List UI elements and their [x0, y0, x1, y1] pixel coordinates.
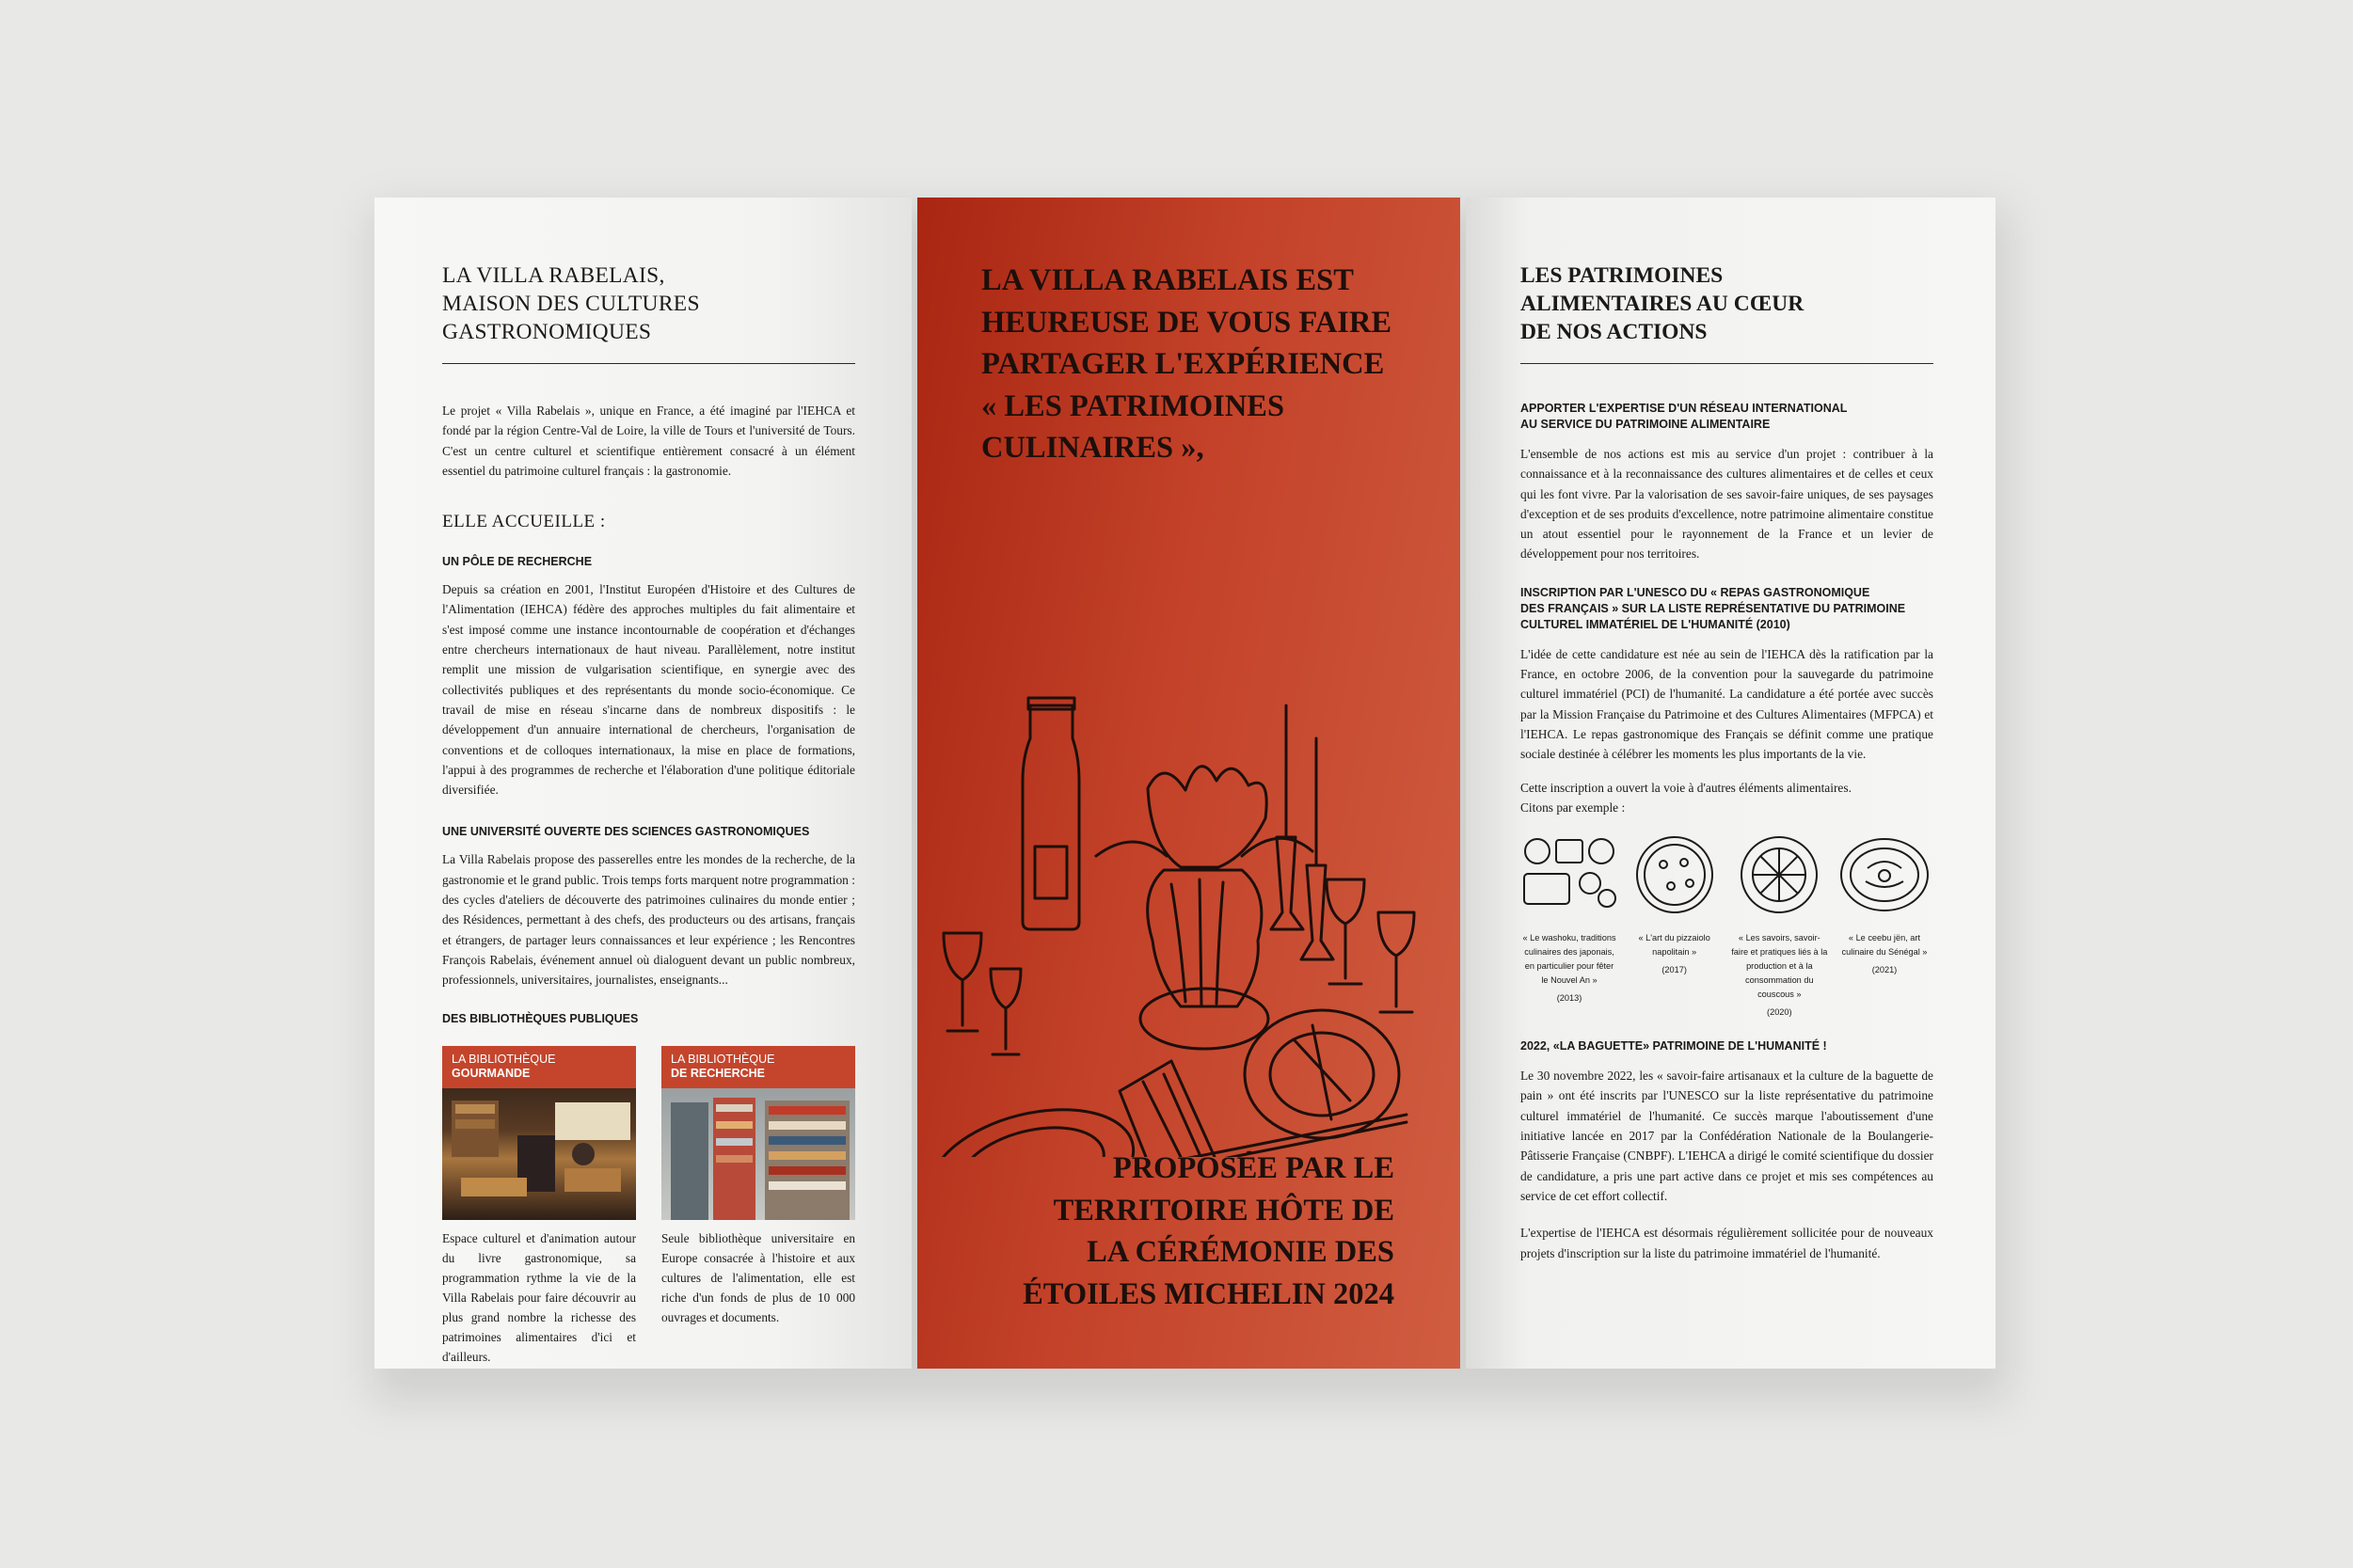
left-lead: ELLE ACCUEILLE : [442, 512, 606, 532]
dish-pizza [1626, 834, 1724, 1020]
library-recherche-scene [661, 1046, 855, 1220]
library-gourmande-scene [442, 1046, 636, 1220]
expertise-heading: APPORTER L'EXPERTISE D'UN RÉSEAU INTERNATIONAL AU SERVICE DU PATRIMOINE ALIMENTAIRE [1520, 402, 1848, 431]
table-setting-illustration [917, 499, 1460, 1157]
libraries-row [442, 1046, 855, 1367]
washoku-icon [1520, 834, 1618, 915]
dish-pizza-caption: « L'art du pizzaiolo napolitain » [1638, 933, 1710, 958]
library-recherche-label-2: DE RECHERCHE [671, 1066, 766, 1080]
left-title: LA VILLA RABELAIS, MAISON DES CULTURES GASTRONOMIQUES [442, 263, 700, 344]
library-gourmande-label-2: GOURMANDE [452, 1066, 531, 1080]
dish-washoku-caption: « Le washoku, traditions culinaires des japonais, en particulier pour fêter le Nouvel An » [1522, 933, 1616, 986]
research-body: Depuis sa création en 2001, l'Institut Européen d'Histoire et des Cultures de l'Alimentation (IEHCA) fédère des approches multiples du fait alimentaire et s'est imposé comme une instance incontournable de coopération et d'échanges entre chercheurs internationaux de haut niveau. Parallèlement, notre institut remplit une mission de vulgarisation scientifique, en synergie avec des collectivités publiques et des représentants du monde socio-économique. Ce travail de mise en réseau s'incarne dans de nombreux dispositifs : le développement d'un annuaire international de chercheurs, l'organisation de conventions et de colloques internationaux, la mise en place de formations, l'appui à des programmes de recherche et l'élaboration d'une politique éditoriale diversifiée. [442, 582, 855, 798]
wine-glasses-icon [944, 879, 1414, 1054]
library-recherche-photo [661, 1046, 855, 1220]
cover-subtitle: PROPOSÉE PAR LE TERRITOIRE HÔTE DE LA CÉRÉMONIE DES ÉTOILES MICHELIN 2024 [1023, 1151, 1394, 1311]
dish-washoku [1520, 834, 1618, 1020]
baguette-body: Le 30 novembre 2022, les « savoir-faire artisanaux et la culture de la baguette de pain » ont été inscrits par l'UNESCO sur la liste représentative du patrimoine culturel immatériel de l'humanité. Ce succès marque l'aboutissement d'une initiative lancée en 2017 par la Confédération Nationale de la Boulangerie-Pâtisserie Française (CNBPF). L'IEHCA a dirigé le comité scientifique du dossier de candidature, a pris une part active dans ce projet et mis ses compétences au service de cet effort collectif. [1520, 1069, 1933, 1203]
library-recherche-desc: Seule bibliothèque universitaire en Europe consacrée à l'histoire et aux cultures de l'alimentation, elle est riche d'un fonds de plus de 10 000 ouvrages et documents. [661, 1230, 855, 1324]
dishes-row [1520, 834, 1933, 1020]
couscous-icon [1730, 834, 1828, 915]
unesco-body: L'idée de cette candidature est née au sein de l'IEHCA dès la ratification par la France, en octobre 2006, de la convention pour la sauvegarde du patrimoine culturel immatériel (PCI) de l'humanité. La candidature a été portée avec succès par la Mission Française du Patrimoine et des Cultures Alimentaires (MFPCA) et l'IEHCA. Le repas gastronomique des Français se définit comme une pratique sociale destinée à célébrer les moments les plus importants de la vie. [1520, 646, 1933, 762]
library-gourmande-desc: Espace culturel et d'animation autour du livre gastronomique, sa programmation rythme la vie de la Villa Rabelais pour faire découvrir au plus grand nombre la richesse des patrimoines alimentaires d'ici et d'ailleurs. [442, 1230, 636, 1364]
right-title-rule [1520, 363, 1933, 364]
dish-ceebujen-year: (2021) [1871, 965, 1898, 975]
ceebujen-icon [1836, 834, 1933, 915]
expertise-body: L'ensemble de nos actions est mis au service d'un projet : contribuer à la connaissance et à la reconnaissance des cultures alimentaires et de celles et ceux qui les font vivre. Par la valorisation de ses savoir-faire uniques, de ses paysages d'exception et de ses produits d'excellence, notre patrimoine alimentaire constitue un atout essentiel pour le rayonnement de la France et un levier de développement pour nos territoires. [1520, 447, 1933, 562]
right-panel [1466, 198, 1995, 1369]
dish-ceebujen [1836, 834, 1933, 1020]
library-gourmande [442, 1046, 636, 1367]
candlesticks-icon [1271, 705, 1333, 959]
dish-couscous-year: (2020) [1767, 1007, 1792, 1018]
university-body: La Villa Rabelais propose des passerelles entre les mondes de la recherche, de la gastronomie et le grand public. Trois temps forts marquent notre programmation : des cycles d'ateliers de découverte des patrimoines culinaires du monde entier ; des Résidences, permettant à des chefs, des producteurs ou des artisans, français et étrangers, de partager leurs connaissances et leur expérience ; les Rencontres François Rabelais, événement annuel où dialoguent devant un public nombreux, professionnels, universitaires, journalistes, enseignants... [442, 852, 855, 988]
library-recherche [661, 1046, 855, 1367]
library-gourmande-photo [442, 1046, 636, 1220]
libraries-heading: DES BIBLIOTHÈQUES PUBLIQUES [442, 1011, 639, 1025]
wine-bottle-icon [1023, 698, 1079, 929]
plates-icon [918, 1010, 1399, 1157]
baguette-heading: 2022, «LA BAGUETTE» PATRIMOINE DE L'HUMANITÉ ! [1520, 1039, 1827, 1053]
flower-vase-icon [1096, 767, 1312, 1049]
dish-couscous-caption: « Les savoirs, savoir-faire et pratiques liés à la production et à la consommation du couscous » [1731, 933, 1828, 1000]
left-intro: Le projet « Villa Rabelais », unique en France, a été imaginé par l'IEHCA et fondé par la région Centre-Val de Loire, la ville de Tours et l'université de Tours. C'est un centre culturel et scientifique entièrement consacré à un élément essentiel du patrimoine culturel français : la gastronomie. [442, 404, 855, 478]
cover-title: LA VILLA RABELAIS EST HEUREUSE DE VOUS FAIRE PARTAGER L'EXPÉRIENCE « LES PATRIMOINES CULINAIRES », [981, 263, 1392, 465]
dish-pizza-year: (2017) [1661, 965, 1687, 975]
library-gourmande-label-1: LA BIBLIOTHÈQUE [452, 1052, 556, 1066]
dish-ceebujen-caption: « Le ceebu jën, art culinaire du Sénégal » [1841, 933, 1928, 958]
unesco-note: Cette inscription a ouvert la voie à d'autres éléments alimentaires. Citons par exemple : [1520, 780, 1852, 815]
dish-washoku-year: (2013) [1556, 993, 1582, 1004]
dish-couscous [1730, 834, 1828, 1020]
left-panel [374, 198, 912, 1369]
unesco-heading: INSCRIPTION PAR L'UNESCO DU « REPAS GASTRONOMIQUE DES FRANÇAIS » SUR LA LISTE REPRÉSENTATIVE DU PATRIMOINE CULTUREL IMMATÉRIEL DE L'HUMANITÉ (2010) [1520, 585, 1906, 631]
library-recherche-label-1: LA BIBLIOTHÈQUE [671, 1052, 775, 1066]
napkin-cutlery-icon [1120, 1061, 1223, 1157]
research-heading: UN PÔLE DE RECHERCHE [442, 555, 593, 569]
baguette-body-2: L'expertise de l'IEHCA est désormais régulièrement sollicitée pour de nouveaux projets d'inscription sur la liste du patrimoine immatériel de l'humanité. [1520, 1226, 1933, 1260]
left-title-rule [442, 363, 855, 364]
pizza-icon [1626, 834, 1724, 915]
university-heading: UNE UNIVERSITÉ OUVERTE DES SCIENCES GASTRONOMIQUES [442, 825, 810, 839]
right-title: LES PATRIMOINES ALIMENTAIRES AU CŒUR DE NOS ACTIONS [1520, 263, 1804, 344]
cover-panel [917, 198, 1460, 1369]
